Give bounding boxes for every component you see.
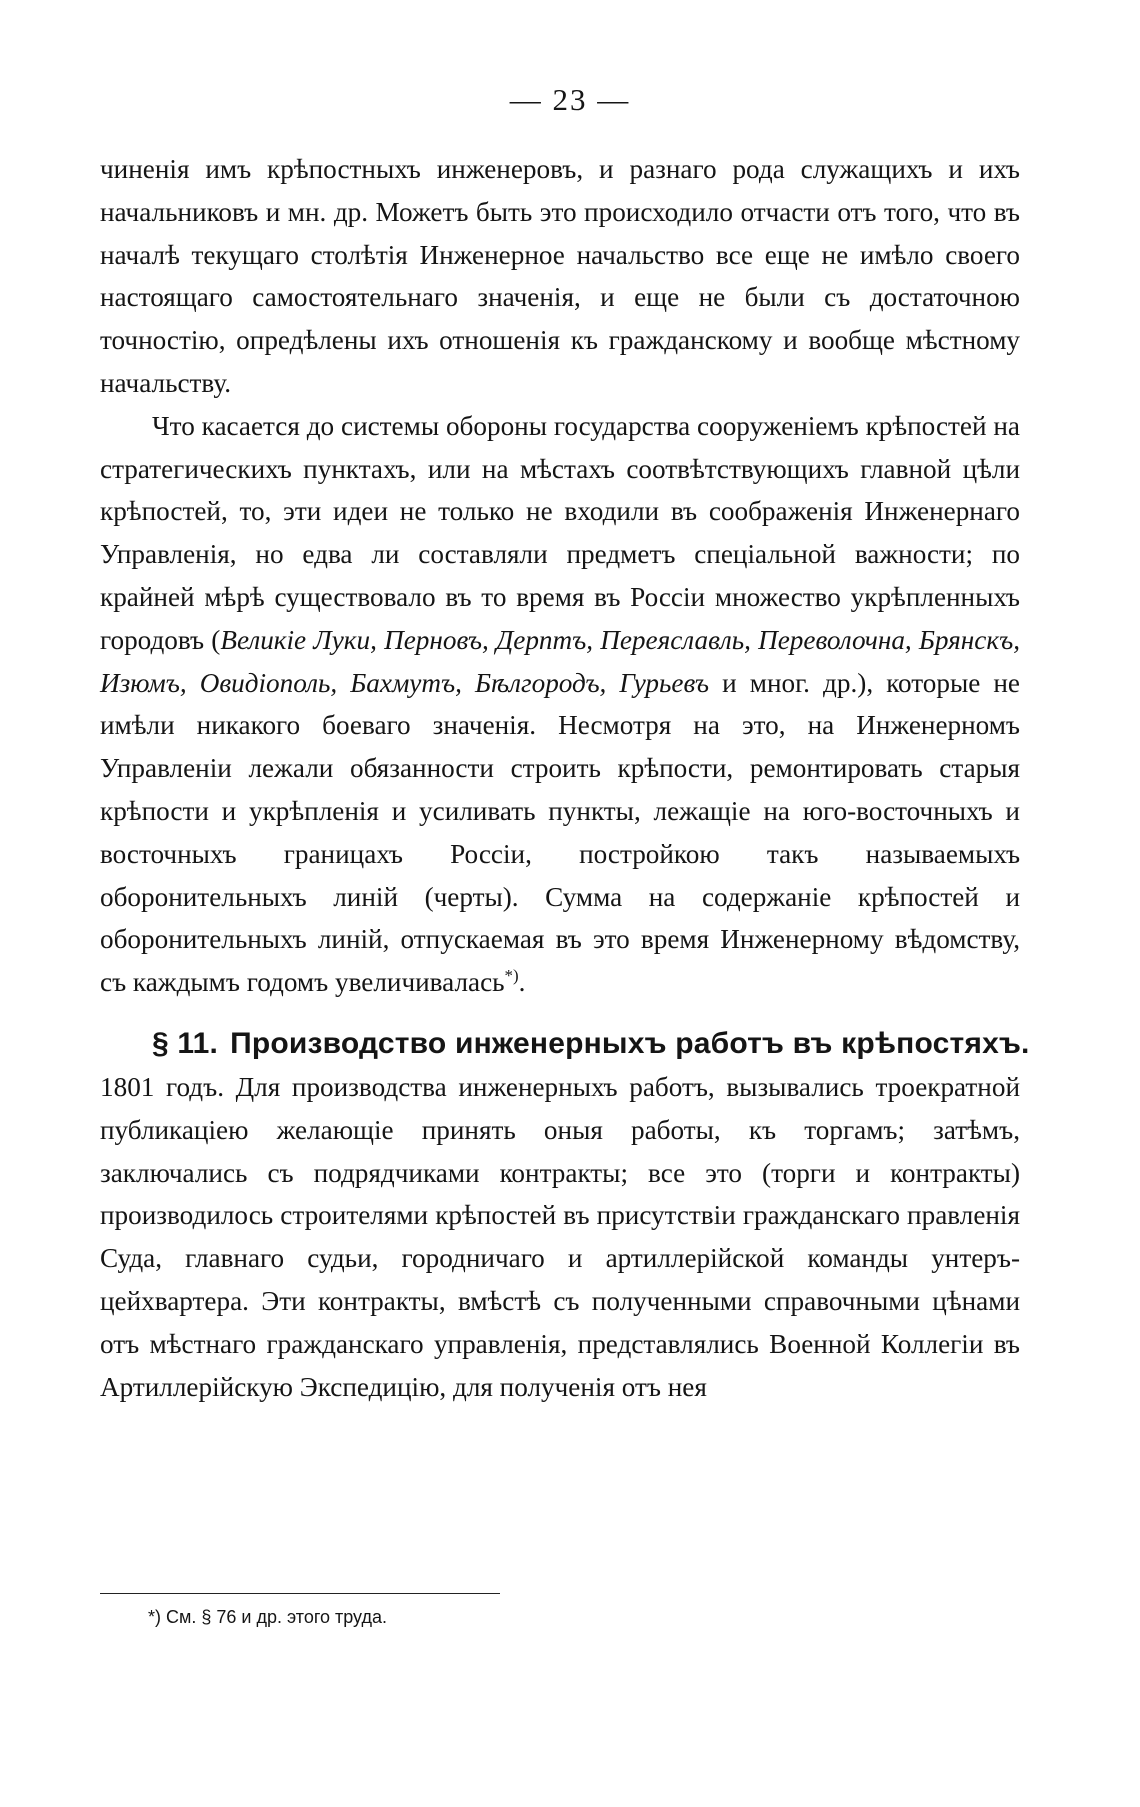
- paragraph-2-start: Что касается до системы обороны государства сооруженіемъ крѣпостей на стратегическихъ пунктахъ, или на мѣстахъ соотвѣтствующихъ главной цѣли крѣпостей, то, эти идеи не только не входили въ соображенія Инженернаго Управленія, но едва ли составляли предметъ спеціальной важности; по крайней мѣрѣ существовало въ то время въ Россіи множество укрѣпленныхъ городовъ (: [100, 410, 1020, 655]
- paragraph-1: чиненія имъ крѣпостныхъ инженеровъ, и разнаго рода служащихъ и ихъ начальниковъ и мн. др. Можетъ быть это происходило отчасти отъ того, что въ началѣ текущаго столѣтія Инженерное начальство все еще не имѣло своего настоящаго самостоятельнаго значенія, и еще не были съ достаточною точностію, опредѣлены ихъ отношенія къ гражданскому и вообще мѣстному начальству.: [100, 154, 1020, 398]
- paragraph-3: 1801 годъ. Для производства инженерныхъ работъ, вызывались троекратной публикаціею желающіе принять оныя работы, къ торгамъ; затѣмъ, заключались съ подрядчиками контракты; все это (торги и контракты) производилось строителями крѣпостей въ присутствіи гражданскаго правленія Суда, главнаго судьи, городничаго и артиллерійской команды унтеръ-цейхвартера. Эти контракты, вмѣстѣ съ полученными справочными цѣнами отъ мѣстнаго гражданскаго управленія, представлялись Военной Коллегіи въ Артиллерійскую Экспедицію, для полученія отъ нея: [100, 1071, 1020, 1402]
- footnote-marker: *): [504, 966, 519, 986]
- paragraph-2-end: .: [518, 967, 526, 998]
- section-number: § 11.: [152, 1026, 219, 1060]
- footnote: *) См. § 76 и др. этого труда.: [148, 1607, 387, 1627]
- footnote-divider: [100, 1593, 500, 1594]
- paragraph-2-middle: и мног. др.), которые не имѣли никакого боеваго значенія. Несмотря на это, на Инженерномъ Управленіи лежали обязанности строить крѣпости, ремонтировать старыя крѣпости и укрѣпленія и усиливать пункты, лежащіе на юго-восточныхъ и восточныхъ границахъ Россіи, постройкою такъ называемыхъ оборонительныхъ линій (черты). Сумма на содержаніе крѣпостей и оборонительныхъ линій, отпускаемая въ это время Инженерному вѣдомству, съ каждымъ годомъ увеличивалась: [100, 667, 1020, 998]
- body-text: [100, 148, 1030, 1408]
- fortified-towns-list: Великіе Луки, Перновъ, Дерптъ, Переяславль, Переволочна, Брянскъ, Изюмъ, Овидіополь, Бахмутъ, Бѣлгородъ, Гурьевъ: [100, 624, 1020, 698]
- section-heading: [100, 1022, 1030, 1066]
- paragraph-2: [100, 405, 1020, 1004]
- section-title: Производство инженерныхъ работъ въ крѣпостяхъ.: [230, 1026, 1030, 1060]
- page-number: — 23 —: [509, 82, 631, 117]
